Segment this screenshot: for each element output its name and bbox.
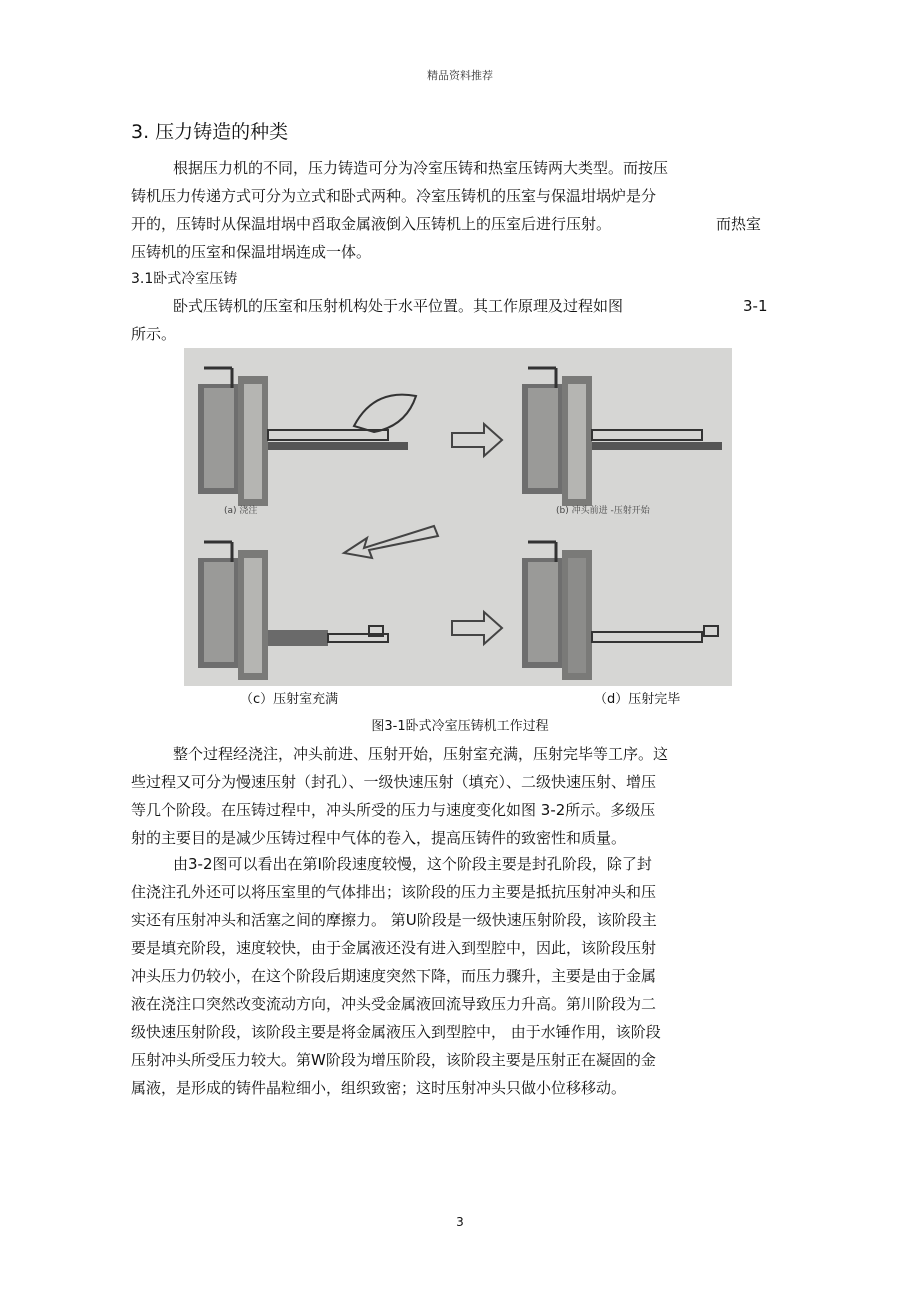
body1-line: 些过程又可分为慢速压射（封孔）、一级快速压射（填充）、二级快速压射、增压 <box>131 773 657 791</box>
caption-d: （d）压射完毕 <box>594 692 681 707</box>
section-title: 3. 压力铸造的种类 <box>131 121 289 143</box>
body2-line: 住浇注孔外还可以将压室里的气体排出；该阶段的压力主要是抵抗压射冲头和压 <box>131 883 657 901</box>
body2-line: 实还有压射冲头和活塞之间的摩擦力。 第U阶段是一级快速压射阶段，该阶段主 <box>131 911 657 929</box>
die-casting-diagram <box>184 348 732 686</box>
page-number: 3 <box>456 1215 464 1229</box>
body2-line: 要是填充阶段，速度较快，由于金属液还没有进入到型腔中，因此，该阶段压射 <box>131 939 657 957</box>
body2-line: 由3-2图可以看出在第I阶段速度较慢，这个阶段主要是封孔阶段，除了封 <box>173 855 652 873</box>
page-header: 精品资料推荐 <box>427 69 493 82</box>
body2-line: 级快速压射阶段，该阶段主要是将金属液压入到型腔中， 由于水锤作用，该阶段 <box>131 1023 661 1041</box>
body2-line: 液在浇注口突然改变流动方向，冲头受金属液回流导致压力升高。第川阶段为二 <box>131 995 657 1013</box>
intro-line: 铸机压力传递方式可分为立式和卧式两种。冷室压铸机的压室与保温坩埚炉是分 <box>131 187 657 205</box>
body2-line: 冲头压力仍较小，在这个阶段后期速度突然下降，而压力骤升，主要是由于金属 <box>131 967 657 985</box>
body-paragraph-2 <box>131 850 771 1102</box>
panel-b-label: (b) 冲头前进 -压射开始 <box>556 506 650 516</box>
subintro-line: 所示。 <box>131 325 177 343</box>
intro-line-tail: 而热室 <box>716 215 762 233</box>
figure-photo <box>184 348 732 686</box>
intro-line: 根据压力机的不同，压力铸造可分为冷室压铸和热室压铸两大类型。而按压 <box>173 159 669 177</box>
intro-line: 压铸机的压室和保温坩埚连成一体。 <box>131 243 372 261</box>
intro-line: 开的，压铸时从保温坩埚中舀取金属液倒入压铸机上的压室后进行压射。 <box>131 215 612 233</box>
body1-line: 等几个阶段。在压铸过程中，冲头所受的压力与速度变化如图 3-2所示。多级压 <box>131 801 656 819</box>
subsection-title: 3.1卧式冷室压铸 <box>131 271 238 287</box>
body1-line: 射的主要目的是减少压铸过程中气体的卷入，提高压铸件的致密性和质量。 <box>131 829 627 847</box>
subintro-paragraph <box>131 292 771 348</box>
figure-title: 图3-1卧式冷室压铸机工作过程 <box>371 719 549 734</box>
intro-paragraph <box>131 154 771 266</box>
subintro-figref: 3-1 <box>743 297 768 315</box>
body2-line: 压射冲头所受压力较大。第W阶段为增压阶段，该阶段主要是压射正在凝固的金 <box>131 1051 656 1069</box>
caption-c: （c）压射室充满 <box>240 692 339 707</box>
body2-line: 属液，是形成的铸件晶粒细小，组织致密；这时压射冲头只做小位移移动。 <box>131 1079 627 1097</box>
body1-line: 整个过程经浇注，冲头前进、压射开始，压射室充满，压射完毕等工序。这 <box>173 745 669 763</box>
panel-a-label: (a) 浇注 <box>224 506 258 516</box>
body-paragraph-1 <box>131 740 771 852</box>
subintro-line: 卧式压铸机的压室和压射机构处于水平位置。其工作原理及过程如图 <box>173 297 624 315</box>
